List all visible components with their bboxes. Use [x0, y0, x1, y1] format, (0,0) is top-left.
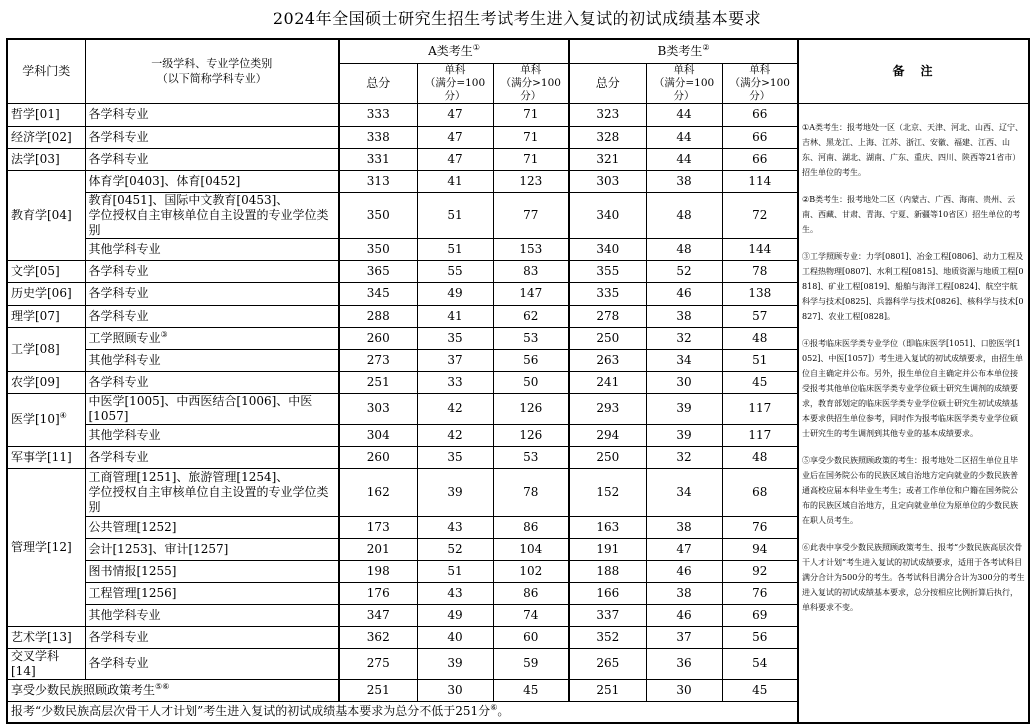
header-a-single-gt	[493, 63, 569, 103]
b-single-gt100-cell: 114	[722, 170, 798, 192]
category-label: 各学科专业	[88, 629, 149, 644]
a-single-gt100-cell: 71	[493, 103, 569, 126]
category-label-line2: 学位授权自主审核单位自主设置的专业学位类别	[88, 207, 329, 237]
b-single-gt100-cell: 117	[722, 393, 798, 424]
a-single-gt100-cell: 53	[493, 446, 569, 468]
a-single-le100-cell: 39	[417, 468, 493, 516]
category-cell	[85, 327, 339, 349]
a-total-cell: 173	[339, 516, 417, 538]
b-single-gt100-cell: 48	[722, 327, 798, 349]
a-single-le100-cell: 35	[417, 446, 493, 468]
a-single-gt100-cell: 59	[493, 648, 569, 679]
b-single-le100-cell: 36	[646, 648, 722, 679]
category-label: 各学科专业	[88, 151, 149, 166]
b-total-cell: 188	[569, 560, 646, 582]
b-total-cell: 265	[569, 648, 646, 679]
discipline-label: 农学[09]	[11, 374, 60, 389]
b-single-gt100-cell: 76	[722, 582, 798, 604]
b-total-cell: 191	[569, 538, 646, 560]
category-cell	[85, 103, 339, 126]
a-single-le100-cell: 47	[417, 103, 493, 126]
b-single-gt100-cell: 66	[722, 148, 798, 170]
discipline-label: 理学[07]	[11, 308, 60, 323]
category-label: 各学科专业	[88, 308, 149, 323]
a-single-gt100-cell: 71	[493, 126, 569, 148]
b-single-gt100-cell: 144	[722, 238, 798, 260]
discipline-mark: ⑤⑥	[155, 681, 170, 691]
discipline-label: 哲学[01]	[11, 107, 60, 121]
footer-mark: ⑥	[490, 703, 498, 713]
b-single-le100-cell: 32	[646, 446, 722, 468]
note-item: ②B类考生：报考地处二区（内蒙古、广西、海南、贵州、云南、西藏、甘肃、青海、宁夏、新疆等10省区）招生单位的考生。	[802, 194, 1021, 234]
category-cell	[85, 424, 339, 446]
a-total-cell: 303	[339, 393, 417, 424]
b-total-cell: 166	[569, 582, 646, 604]
a-total-cell: 198	[339, 560, 417, 582]
category-label: 各学科专业	[88, 449, 149, 464]
a-total-cell: 362	[339, 626, 417, 648]
b-total-cell: 250	[569, 446, 646, 468]
a-single-le100-cell: 49	[417, 282, 493, 305]
b-single-gt100-cell: 45	[722, 371, 798, 393]
discipline-cell	[7, 126, 85, 148]
category-cell	[85, 238, 339, 260]
b-total-cell: 321	[569, 148, 646, 170]
category-label: 工学照顾专业	[88, 330, 161, 345]
category-cell	[85, 516, 339, 538]
a-total-cell: 251	[339, 371, 417, 393]
a-total-cell: 162	[339, 468, 417, 516]
category-cell	[85, 648, 339, 679]
a-single-le100-cell: 43	[417, 582, 493, 604]
b-single-le100-cell: 38	[646, 170, 722, 192]
b-total-cell: 163	[569, 516, 646, 538]
b-single-gt100-cell: 117	[722, 424, 798, 446]
a-single-le100-cell: 51	[417, 560, 493, 582]
b-total-cell: 251	[569, 679, 646, 701]
a-single-le100-cell: 42	[417, 393, 493, 424]
table-row	[7, 103, 1029, 126]
category-label: 会计[1253]、审计[1257]	[88, 541, 229, 556]
a-total-cell: 304	[339, 424, 417, 446]
discipline-cell	[7, 679, 339, 701]
b-single-le100-cell: 46	[646, 560, 722, 582]
discipline-label: 法学[03]	[11, 151, 60, 166]
b-single-le100-cell: 48	[646, 238, 722, 260]
b-single-le100-cell: 47	[646, 538, 722, 560]
category-cell	[85, 260, 339, 282]
a-single-le100-cell: 47	[417, 126, 493, 148]
b-single-le100-cell: 30	[646, 371, 722, 393]
header-category	[85, 39, 339, 103]
header-b-single-le-line2: （满分=100分）	[653, 76, 715, 102]
discipline-cell	[7, 305, 85, 327]
header-b-single-gt-line1: 单科	[749, 63, 771, 76]
discipline-cell	[7, 626, 85, 648]
note-item: ①A类考生：报考地处一区（北京、天津、河北、山西、辽宁、吉林、黑龙江、上海、江苏、浙江、安徽、福建、江西、山东、河南、湖北、湖南、广东、重庆、四川、陕西等21省市）招生单位的考生。	[802, 122, 1023, 177]
b-single-le100-cell: 46	[646, 604, 722, 626]
a-single-le100-cell: 55	[417, 260, 493, 282]
discipline-cell	[7, 468, 85, 626]
category-label: 图书情报[1255]	[88, 563, 177, 578]
discipline-mark: ④	[59, 411, 67, 420]
category-label: 工程管理[1256]	[88, 585, 177, 600]
header-b-mark: ②	[702, 42, 710, 52]
a-single-gt100-cell: 126	[493, 393, 569, 424]
a-single-le100-cell: 47	[417, 148, 493, 170]
b-single-gt100-cell: 69	[722, 604, 798, 626]
category-label: 工商管理[1251]、旅游管理[1254]、	[88, 469, 289, 484]
b-single-gt100-cell: 72	[722, 192, 798, 238]
footer-end: 。	[497, 704, 510, 719]
category-cell	[85, 626, 339, 648]
note-item: ⑥此表中享受少数民族照顾政策考生、报考“少数民族高层次骨干人才计划”考生进入复试的初试成绩要求，适用于各考试科目满分合计为500分的考生。各考试科目满分合计为300分的考生进入复试的初试成绩基本要求，总分按相应比例折算后执行，单科要求不变。	[802, 542, 1025, 612]
a-single-le100-cell: 35	[417, 327, 493, 349]
b-total-cell: 328	[569, 126, 646, 148]
b-single-gt100-cell: 45	[722, 679, 798, 701]
header-b-label: B类考生	[657, 43, 703, 58]
a-single-gt100-cell: 86	[493, 516, 569, 538]
a-total-cell: 273	[339, 349, 417, 371]
b-single-gt100-cell: 48	[722, 446, 798, 468]
a-single-gt100-cell: 153	[493, 238, 569, 260]
a-total-cell: 201	[339, 538, 417, 560]
b-single-gt100-cell: 92	[722, 560, 798, 582]
header-b-single-gt	[722, 63, 798, 103]
category-label: 各学科专业	[88, 263, 149, 278]
category-cell	[85, 538, 339, 560]
b-single-le100-cell: 44	[646, 148, 722, 170]
header-a-single-gt-line2: （满分>100分）	[500, 76, 561, 102]
discipline-cell	[7, 371, 85, 393]
a-single-gt100-cell: 62	[493, 305, 569, 327]
b-total-cell: 263	[569, 349, 646, 371]
a-single-gt100-cell: 60	[493, 626, 569, 648]
category-cell	[85, 468, 339, 516]
discipline-label: 军事学[11]	[11, 449, 72, 464]
category-cell	[85, 148, 339, 170]
a-single-le100-cell: 40	[417, 626, 493, 648]
a-single-gt100-cell: 50	[493, 371, 569, 393]
b-total-cell: 294	[569, 424, 646, 446]
b-total-cell: 340	[569, 238, 646, 260]
category-cell	[85, 393, 339, 424]
header-b-group	[569, 39, 798, 63]
category-cell	[85, 126, 339, 148]
b-total-cell: 152	[569, 468, 646, 516]
b-single-le100-cell: 46	[646, 282, 722, 305]
discipline-cell	[7, 148, 85, 170]
b-single-le100-cell: 34	[646, 349, 722, 371]
b-total-cell: 323	[569, 103, 646, 126]
header-a-group	[339, 39, 569, 63]
discipline-cell	[7, 446, 85, 468]
a-single-gt100-cell: 77	[493, 192, 569, 238]
a-single-gt100-cell: 126	[493, 424, 569, 446]
category-cell	[85, 560, 339, 582]
category-cell	[85, 446, 339, 468]
discipline-cell	[7, 282, 85, 305]
category-cell	[85, 582, 339, 604]
a-single-le100-cell: 39	[417, 648, 493, 679]
category-label: 中医学[1005]、中西医结合[1006]、中医[1057]	[88, 393, 313, 423]
a-single-gt100-cell: 104	[493, 538, 569, 560]
b-single-le100-cell: 48	[646, 192, 722, 238]
b-single-gt100-cell: 78	[722, 260, 798, 282]
category-label: 其他学科专业	[88, 427, 161, 442]
a-total-cell: 350	[339, 238, 417, 260]
category-cell	[85, 305, 339, 327]
category-label-line2: 学位授权自主审核单位自主设置的专业学位类别	[88, 484, 329, 514]
a-single-gt100-cell: 45	[493, 679, 569, 701]
b-single-le100-cell: 37	[646, 626, 722, 648]
category-cell	[85, 170, 339, 192]
category-cell	[85, 349, 339, 371]
b-single-le100-cell: 38	[646, 582, 722, 604]
header-a-single-le	[417, 63, 493, 103]
header-discipline: 学科门类	[7, 39, 85, 103]
header-notes: 备 注	[798, 39, 1029, 103]
b-single-gt100-cell: 68	[722, 468, 798, 516]
b-total-cell: 250	[569, 327, 646, 349]
b-single-le100-cell: 38	[646, 305, 722, 327]
notes-column	[798, 103, 1029, 723]
a-total-cell: 275	[339, 648, 417, 679]
a-single-le100-cell: 37	[417, 349, 493, 371]
a-single-gt100-cell: 147	[493, 282, 569, 305]
a-single-le100-cell: 41	[417, 305, 493, 327]
b-single-gt100-cell: 51	[722, 349, 798, 371]
page-title: 2024年全国硕士研究生招生考试考生进入复试的初试成绩基本要求	[272, 9, 762, 28]
a-total-cell: 260	[339, 446, 417, 468]
b-total-cell: 340	[569, 192, 646, 238]
score-table	[6, 38, 1030, 724]
discipline-label: 文学[05]	[11, 263, 60, 278]
category-label: 教育[0451]、国际中文教育[0453]、	[88, 192, 289, 207]
a-single-le100-cell: 52	[417, 538, 493, 560]
a-single-le100-cell: 49	[417, 604, 493, 626]
b-single-gt100-cell: 94	[722, 538, 798, 560]
b-single-gt100-cell: 66	[722, 103, 798, 126]
category-label: 各学科专业	[88, 374, 149, 389]
discipline-label: 管理学[12]	[11, 539, 72, 554]
header-a-single-gt-line1: 单科	[520, 63, 542, 76]
a-total-cell: 338	[339, 126, 417, 148]
b-single-gt100-cell: 138	[722, 282, 798, 305]
a-single-gt100-cell: 86	[493, 582, 569, 604]
category-cell	[85, 604, 339, 626]
a-total-cell: 331	[339, 148, 417, 170]
b-total-cell: 278	[569, 305, 646, 327]
b-single-le100-cell: 44	[646, 103, 722, 126]
a-single-le100-cell: 51	[417, 238, 493, 260]
discipline-cell	[7, 103, 85, 126]
category-label: 各学科专业	[88, 286, 149, 300]
category-label: 其他学科专业	[88, 241, 161, 256]
header-a-single-le-line1: 单科	[444, 63, 466, 76]
b-single-le100-cell: 34	[646, 468, 722, 516]
a-single-gt100-cell: 123	[493, 170, 569, 192]
header-a-total: 总分	[339, 63, 417, 103]
category-label: 体育学[0403]、体育[0452]	[88, 173, 241, 188]
b-single-le100-cell: 30	[646, 679, 722, 701]
a-single-gt100-cell: 53	[493, 327, 569, 349]
a-single-gt100-cell: 56	[493, 349, 569, 371]
discipline-label: 历史学[06]	[11, 286, 72, 300]
a-single-le100-cell: 51	[417, 192, 493, 238]
b-single-le100-cell: 52	[646, 260, 722, 282]
note-item: ③工学照顾专业：力学[0801]、冶金工程[0806]、动力工程及工程热物理[0807]、水利工程[0815]、地质资源与地质工程[0818]、矿业工程[0819]、船舶与海洋工程[0824]、航空宇航科学与技术[0825]、兵器科学与技术[0826]、核科学与技术[0827]、农业工程[0828]。	[802, 251, 1024, 321]
discipline-label: 享受少数民族照顾政策考生	[11, 682, 156, 697]
category-cell	[85, 192, 339, 238]
discipline-label: 交叉学科[14]	[11, 648, 60, 678]
a-single-le100-cell: 41	[417, 170, 493, 192]
a-total-cell: 345	[339, 282, 417, 305]
a-total-cell: 260	[339, 327, 417, 349]
b-single-gt100-cell: 54	[722, 648, 798, 679]
category-label: 公共管理[1252]	[88, 519, 177, 534]
category-label: 其他学科专业	[88, 607, 161, 622]
b-single-gt100-cell: 57	[722, 305, 798, 327]
a-total-cell: 365	[339, 260, 417, 282]
b-total-cell: 337	[569, 604, 646, 626]
discipline-cell	[7, 393, 85, 446]
discipline-label: 医学[10]	[11, 412, 60, 426]
a-total-cell: 313	[339, 170, 417, 192]
note-item: ④报考临床医学类专业学位（即临床医学[1051]、口腔医学[1052]、中医[1057]）考生进入复试的初试成绩要求，由招生单位自主确定并公布。另外，报生单位自主确定并公布本单位接受报考其他单位临床医学类专业学位硕士研究生调剂的成绩要求，教育部划定的临床医学类专业学位硕士研究生初试成绩基本要求供招生单位参考，同时作为报考临床医学类专业学位硕士研究生的考生调剂到其他专业的基本成绩要求。	[802, 338, 1024, 438]
footer-text: 报考“少数民族高层次骨干人才计划”考生进入复试的初试成绩基本要求为总分不低于251分	[11, 704, 491, 719]
discipline-cell	[7, 170, 85, 260]
b-total-cell: 293	[569, 393, 646, 424]
b-single-gt100-cell: 56	[722, 626, 798, 648]
a-single-le100-cell: 43	[417, 516, 493, 538]
note-item: ⑤享受少数民族照顾政策的考生：报考地处二区招生单位且毕业后在国务院公布的民族区域自治地方定向就业的少数民族普通高校应届本科毕业生考生；或者工作单位和户籍在国务院公布的民族区域自治地方，且定向就业单位为原单位的少数民族在职人员考生。	[802, 455, 1019, 525]
a-single-gt100-cell: 78	[493, 468, 569, 516]
b-single-le100-cell: 38	[646, 516, 722, 538]
discipline-cell	[7, 327, 85, 371]
b-total-cell: 303	[569, 170, 646, 192]
b-single-le100-cell: 39	[646, 393, 722, 424]
a-single-gt100-cell: 102	[493, 560, 569, 582]
header-b-single-le	[646, 63, 722, 103]
header-a-single-le-line2: （满分=100分）	[424, 76, 486, 102]
b-single-gt100-cell: 76	[722, 516, 798, 538]
category-label: 各学科专业	[88, 656, 149, 670]
a-single-gt100-cell: 71	[493, 148, 569, 170]
category-label: 各学科专业	[88, 107, 149, 121]
b-total-cell: 352	[569, 626, 646, 648]
a-total-cell: 333	[339, 103, 417, 126]
category-label: 各学科专业	[88, 129, 149, 144]
b-total-cell: 355	[569, 260, 646, 282]
a-total-cell: 288	[339, 305, 417, 327]
category-label: 其他学科专业	[88, 352, 161, 367]
a-single-le100-cell: 30	[417, 679, 493, 701]
b-total-cell: 335	[569, 282, 646, 305]
a-total-cell: 176	[339, 582, 417, 604]
discipline-label: 教育学[04]	[11, 207, 72, 222]
discipline-cell	[7, 260, 85, 282]
header-b-total: 总分	[569, 63, 646, 103]
a-total-cell: 347	[339, 604, 417, 626]
category-cell	[85, 282, 339, 305]
header-b-single-gt-line2: （满分>100分）	[729, 76, 790, 102]
header-a-mark: ①	[472, 42, 480, 52]
header-category-line2: （以下简称学科专业）	[156, 72, 267, 86]
a-total-cell: 251	[339, 679, 417, 701]
category-cell	[85, 371, 339, 393]
discipline-label: 工学[08]	[11, 341, 60, 356]
a-total-cell: 350	[339, 192, 417, 238]
a-single-gt100-cell: 74	[493, 604, 569, 626]
header-b-single-le-line1: 单科	[673, 63, 695, 76]
header-a-label: A类考生	[428, 43, 473, 58]
footer-note	[7, 701, 798, 723]
b-single-le100-cell: 44	[646, 126, 722, 148]
discipline-label: 经济学[02]	[11, 129, 72, 144]
category-mark: ③	[160, 329, 168, 339]
discipline-label: 艺术学[13]	[11, 629, 72, 644]
b-single-gt100-cell: 66	[722, 126, 798, 148]
a-single-le100-cell: 42	[417, 424, 493, 446]
a-single-le100-cell: 33	[417, 371, 493, 393]
discipline-cell	[7, 648, 85, 679]
b-total-cell: 241	[569, 371, 646, 393]
b-single-le100-cell: 39	[646, 424, 722, 446]
b-single-le100-cell: 32	[646, 327, 722, 349]
a-single-gt100-cell: 83	[493, 260, 569, 282]
header-category-line1: 一级学科、专业学位类别	[151, 57, 273, 71]
